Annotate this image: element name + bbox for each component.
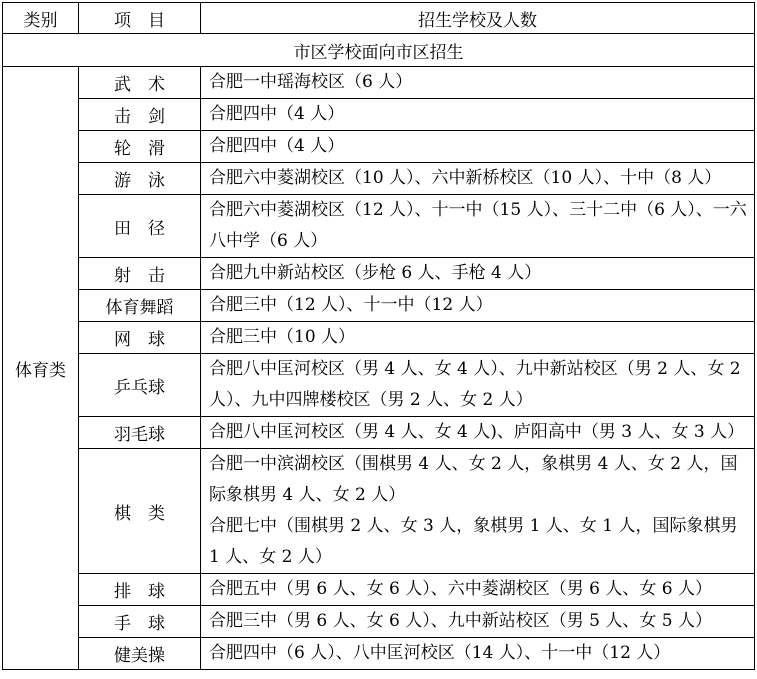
section-row bbox=[3, 34, 755, 67]
schools-cell: 合肥三中（10 人） bbox=[201, 322, 755, 354]
schools-cell bbox=[201, 449, 755, 574]
header-schools: 招生学校及人数 bbox=[201, 3, 755, 34]
table-row bbox=[3, 322, 755, 354]
enrollment-table bbox=[2, 2, 755, 670]
item-cell: 体育舞蹈 bbox=[79, 290, 201, 322]
table-row bbox=[3, 99, 755, 131]
category-cell: 体育类 bbox=[3, 67, 79, 670]
school-entry: 合肥一中滨湖校区（围棋男 4 人、女 2 人，象棋男 4 人、女 2 人，国际象棋男 4 人、女 2 人） bbox=[209, 454, 738, 505]
header-row bbox=[3, 3, 755, 34]
table-row bbox=[3, 258, 755, 290]
item-cell: 游 泳 bbox=[79, 163, 201, 195]
table-row bbox=[3, 195, 755, 258]
table-row bbox=[3, 417, 755, 449]
item-cell: 排 球 bbox=[79, 574, 201, 606]
header-category: 类别 bbox=[3, 3, 79, 34]
schools-cell: 合肥四中（4 人） bbox=[201, 131, 755, 163]
table-row bbox=[3, 131, 755, 163]
schools-cell: 合肥三中（12 人）、十一中（12 人） bbox=[201, 290, 755, 322]
table-row bbox=[3, 67, 755, 99]
table-row bbox=[3, 354, 755, 417]
table-row bbox=[3, 574, 755, 606]
schools-cell: 合肥六中菱湖校区（10 人）、六中新桥校区（10 人）、十中（8 人） bbox=[201, 163, 755, 195]
item-cell: 羽毛球 bbox=[79, 417, 201, 449]
item-cell: 田 径 bbox=[79, 195, 201, 258]
schools-cell: 合肥四中（4 人） bbox=[201, 99, 755, 131]
schools-cell: 合肥五中（男 6 人、女 6 人）、六中菱湖校区（男 6 人、女 6 人） bbox=[201, 574, 755, 606]
schools-cell: 合肥九中新站校区（步枪 6 人、手枪 4 人） bbox=[201, 258, 755, 290]
item-cell: 射 击 bbox=[79, 258, 201, 290]
item-cell: 棋 类 bbox=[79, 449, 201, 574]
item-cell: 网 球 bbox=[79, 322, 201, 354]
schools-cell: 合肥六中菱湖校区（12 人）、十一中（15 人）、三十二中（6 人）、一六八中学（6 人） bbox=[201, 195, 755, 258]
schools-cell: 合肥八中匡河校区（男 4 人、女 4 人）、九中新站校区（男 2 人、女 2 人）、九中四牌楼校区（男 2 人、女 2 人） bbox=[201, 354, 755, 417]
schools-cell: 合肥一中瑶海校区（6 人） bbox=[201, 67, 755, 99]
table-row bbox=[3, 163, 755, 195]
header-item: 项 目 bbox=[79, 3, 201, 34]
item-cell: 乒乓球 bbox=[79, 354, 201, 417]
table-row bbox=[3, 638, 755, 670]
table-row bbox=[3, 290, 755, 322]
item-cell: 击 剑 bbox=[79, 99, 201, 131]
schools-cell: 合肥四中（6 人）、八中匡河校区（14 人）、十一中（12 人） bbox=[201, 638, 755, 670]
item-cell: 轮 滑 bbox=[79, 131, 201, 163]
schools-cell: 合肥三中（男 6 人、女 6 人）、九中新站校区（男 5 人、女 5 人） bbox=[201, 606, 755, 638]
table-row bbox=[3, 449, 755, 574]
school-entry: 合肥七中（围棋男 2 人、女 3 人，象棋男 1 人、女 1 人，国际象棋男 1 人、女 2 人） bbox=[209, 516, 738, 567]
item-cell: 健美操 bbox=[79, 638, 201, 670]
table-row bbox=[3, 606, 755, 638]
section-title: 市区学校面向市区招生 bbox=[3, 34, 755, 67]
item-cell: 武 术 bbox=[79, 67, 201, 99]
schools-cell: 合肥八中匡河校区（男 4 人、女 4 人)、庐阳高中（男 3 人、女 3 人） bbox=[201, 417, 755, 449]
item-cell: 手 球 bbox=[79, 606, 201, 638]
